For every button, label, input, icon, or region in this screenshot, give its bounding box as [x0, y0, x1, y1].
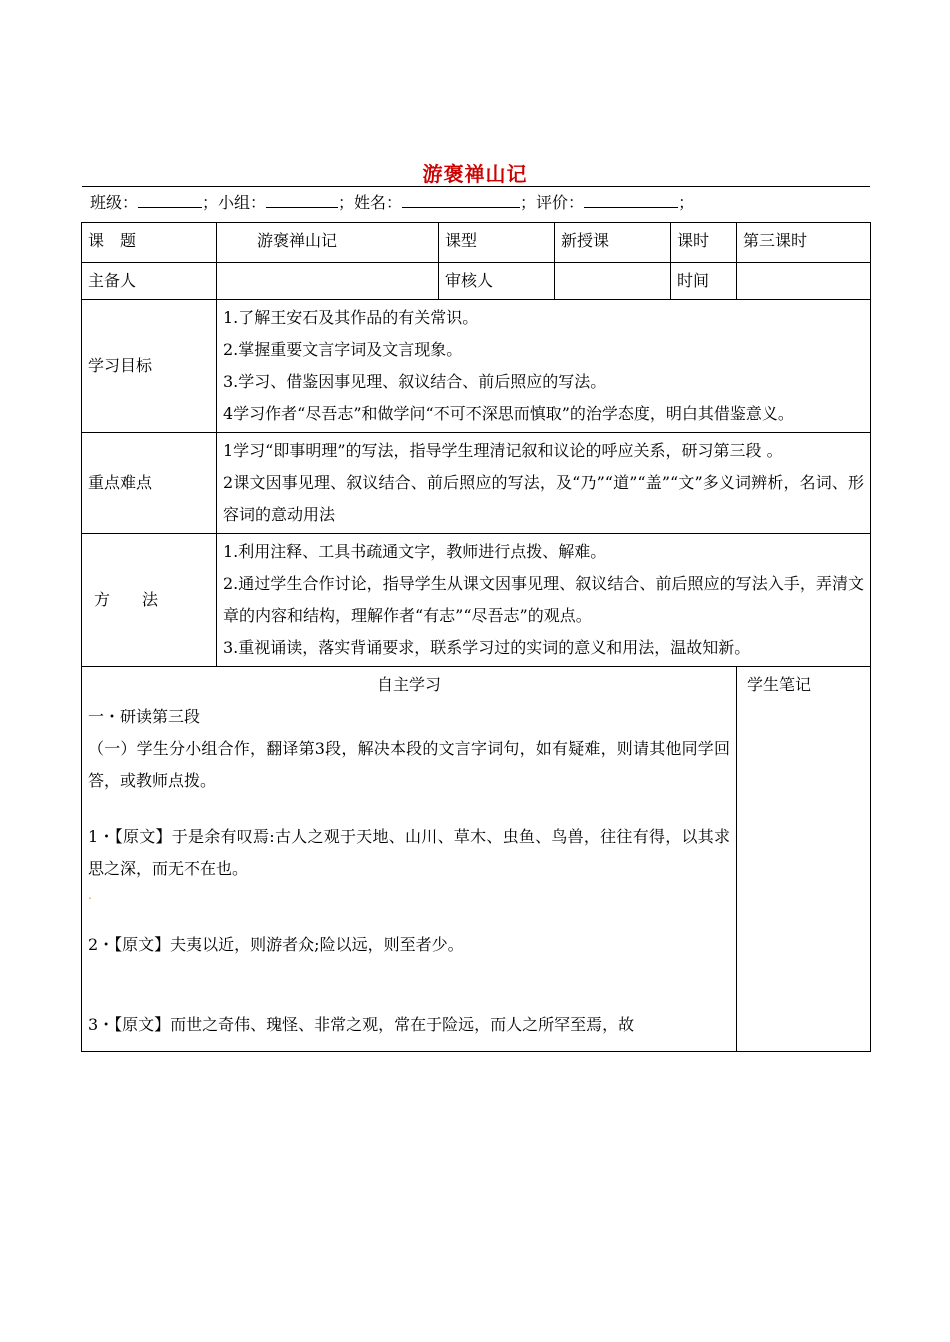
lesson-plan-table [81, 222, 871, 1052]
student-info-line [90, 190, 694, 213]
goals-label: 学习目标 [82, 300, 217, 433]
goal-item: 1.了解王安石及其作品的有关常识。 [223, 308, 479, 327]
method-item: 3.重视诵读，落实背诵要求，联系学习过的实词的意义和用法，温故知新。 [223, 638, 751, 657]
goals-row [82, 300, 871, 433]
eval-blank[interactable] [584, 193, 678, 208]
key-row [82, 433, 871, 534]
original-text-1: 1・【原文】于是余有叹焉:古人之观于天地、山川、草木、虫鱼、鸟兽，往往有得，以其求思之深，而无不在也。 [88, 827, 730, 878]
spacer [88, 905, 730, 929]
original-text-2: 2・【原文】夫夷以近，则游者众;险以远，则至者少。 [88, 935, 464, 954]
group-blank[interactable] [266, 193, 338, 208]
type-value: 新授课 [555, 223, 671, 263]
period-label: 课时 [671, 223, 737, 263]
goal-item: 2.掌握重要文言字词及文言现象。 [223, 340, 463, 359]
key-item: 2课文因事见理、叙议结合、前后照应的写法，及“乃”“道”“盖”“文”多义词辨析，名词、形容词的意动用法 [223, 473, 864, 524]
goals-content [217, 300, 871, 433]
original-text-3: 3・【原文】而世之奇伟、瑰怪、非常之观，常在于险远，而人之所罕至焉，故 [88, 1015, 635, 1034]
title-rule [82, 186, 870, 187]
spacer [88, 961, 730, 1009]
name-label: ；姓名： [338, 193, 403, 212]
spacer [88, 797, 730, 821]
period-value: 第三课时 [737, 223, 871, 263]
method-content [217, 534, 871, 667]
preparer-value[interactable] [217, 263, 439, 300]
key-label: 重点难点 [82, 433, 217, 534]
topic-value: 游褒禅山记 [217, 223, 439, 263]
name-blank[interactable] [402, 193, 520, 208]
method-row [82, 534, 871, 667]
type-label: 课型 [439, 223, 555, 263]
self-study-title: 自主学习 [376, 675, 441, 694]
key-content [217, 433, 871, 534]
topic-row [82, 223, 871, 263]
preparer-label: 主备人 [82, 263, 217, 300]
topic-label: 课 题 [82, 223, 217, 263]
time-value[interactable] [737, 263, 871, 300]
group-label: ；小组： [202, 193, 267, 212]
key-item: 1学习“即事明理”的写法，指导学生理清记叙和议论的呼应关系，研习第三段 。 [223, 441, 783, 460]
section-heading: 一・研读第三段 [88, 707, 201, 726]
class-blank[interactable] [138, 193, 202, 208]
reviewer-label: 审核人 [439, 263, 555, 300]
time-label: 时间 [671, 263, 737, 300]
goal-item: 4学习作者“尽吾志”和做学问“不可不深思而慎取”的治学态度，明白其借鉴意义。 [223, 404, 794, 423]
method-item: 1.利用注释、工具书疏通文字，教师进行点拨、解难。 [223, 542, 607, 561]
notes-column[interactable]: 学生笔记 [737, 667, 871, 1052]
preparer-row [82, 263, 871, 300]
answer-marker: . [88, 888, 92, 902]
reviewer-value[interactable] [555, 263, 671, 300]
goal-item: 3.学习、借鉴因事见理、叙议结合、前后照应的写法。 [223, 372, 607, 391]
method-label: 方 法 [82, 534, 217, 667]
eval-label: ；评价： [520, 193, 585, 212]
self-study-row [82, 667, 871, 1052]
document-title: 游褒禅山记 [422, 162, 528, 186]
task-text: （一）学生分小组合作，翻译第3段，解决本段的文言字词句，如有疑难，则请其他同学回答，或教师点拨。 [88, 739, 730, 790]
self-study-content [82, 667, 737, 1052]
info-end: ； [678, 193, 695, 212]
class-label: 班级： [90, 193, 139, 212]
method-item: 2.通过学生合作讨论，指导学生从课文因事见理、叙议结合、前后照应的写法入手，弄清文章的内容和结构，理解作者“有志”“尽吾志”的观点。 [223, 574, 864, 625]
